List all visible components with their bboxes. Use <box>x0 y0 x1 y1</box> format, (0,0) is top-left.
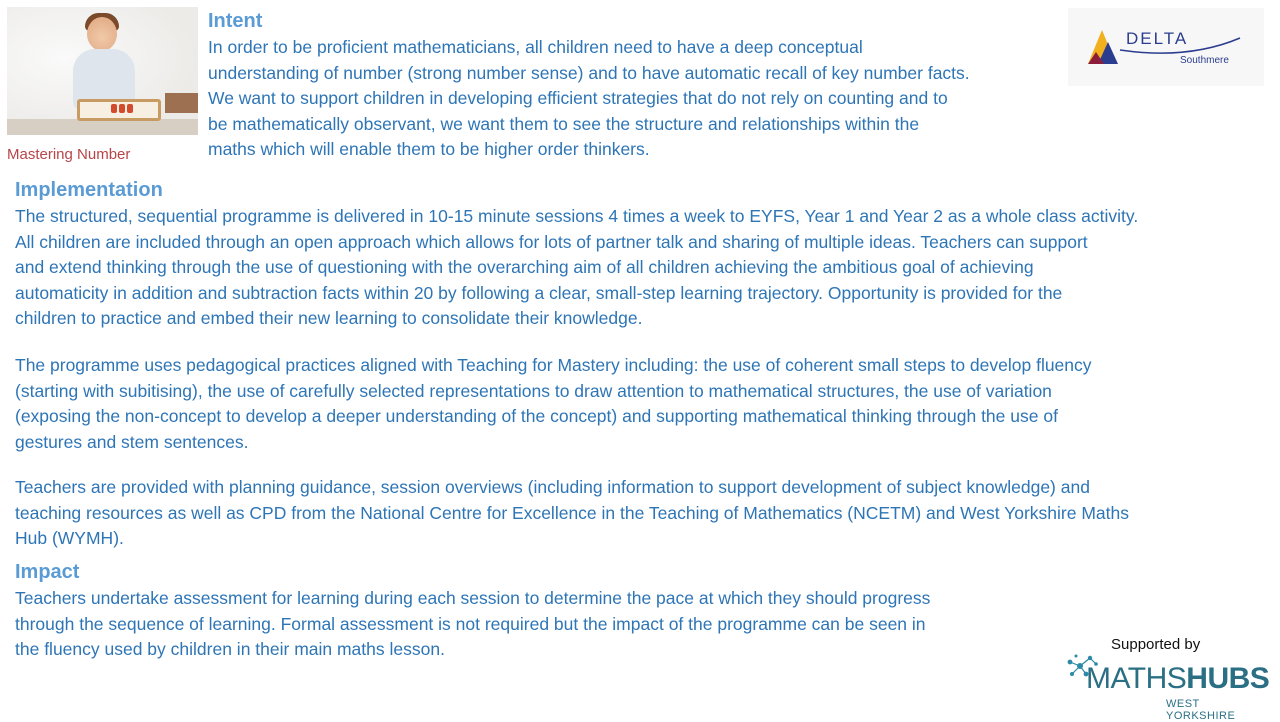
implementation-line: (exposing the non-concept to develop a deeper understanding of the concept) and supporting mathematical thinking through the use of <box>15 406 1058 427</box>
photo-caption: Mastering Number <box>7 146 131 163</box>
mathshubs-wordmark <box>1086 662 1269 696</box>
intent-line: In order to be proficient mathematicians, all children need to have a deep conceptual <box>208 37 863 57</box>
implementation-line: The programme uses pedagogical practices aligned with Teaching for Mastery including: the use of coherent small steps to develop fluency <box>15 355 1092 375</box>
impact-line: the fluency used by children in their main maths lesson. <box>15 639 445 660</box>
implementation-paragraph-1 <box>15 204 1270 332</box>
impact-paragraph <box>15 586 1055 663</box>
implementation-line: and extend thinking through the use of questioning with the overarching aim of all children achieving the ambitious goal of achieving <box>15 257 1034 278</box>
delta-logo <box>1068 8 1264 86</box>
implementation-line: Teachers are provided with planning guidance, session overviews (including information to support development of subject knowledge) and <box>15 477 1090 497</box>
mathshubs-region: WEST YORKSHIRE <box>1166 698 1236 722</box>
implementation-line: teaching resources as well as CPD from the National Centre for Excellence in the Teaching of Mathematics (NCETM) and West Yorkshire Maths <box>15 502 1130 523</box>
implementation-line: gestures and stem sentences. <box>15 431 249 452</box>
implementation-paragraph-3 <box>15 475 1270 552</box>
implementation-heading: Implementation <box>15 179 163 201</box>
delta-logo-sub: Southmere <box>1180 55 1229 66</box>
intent-line: be mathematically observant, we want them to see the structure and relationships within the <box>208 113 920 134</box>
intent-heading: Intent <box>208 10 263 32</box>
intent-line: We want to support children in developing efficient strategies that do not rely on counting and to <box>208 88 948 109</box>
delta-logo-name: DELTA <box>1126 29 1189 48</box>
impact-heading: Impact <box>15 561 80 583</box>
implementation-line: automaticity in addition and subtraction facts within 20 by following a clear, small-step learning trajectory. Opportunity is provided for the <box>15 282 1063 303</box>
implementation-paragraph-2 <box>15 353 1270 455</box>
intent-paragraph <box>208 35 1078 163</box>
intent-line: maths which will enable them to be higher order thinkers. <box>208 139 650 160</box>
supported-by-label: Supported by <box>1111 636 1201 653</box>
implementation-line: All children are included through an open approach which allows for lots of partner talk and sharing of multiple ideas. Teachers can support <box>15 231 1088 252</box>
implementation-line: children to practice and embed their new learning to consolidate their knowledge. <box>15 308 643 329</box>
impact-line: Teachers undertake assessment for learning during each session to determine the pace at which they should progress <box>15 588 931 608</box>
mathshubs-wordmark-b: HUBS <box>1186 662 1270 695</box>
implementation-line: The structured, sequential programme is delivered in 10-15 minute sessions 4 times a week to EYFS, Year 1 and Year 2 as a whole class activity. <box>15 206 1139 226</box>
mathshubs-logo <box>1062 648 1272 722</box>
child-abacus-photo <box>7 7 198 135</box>
implementation-line: Hub (WYMH). <box>15 528 124 549</box>
intent-line: understanding of number (strong number sense) and to have automatic recall of key number facts. <box>208 62 970 83</box>
mathshubs-wordmark-a: MATHS <box>1086 662 1187 695</box>
implementation-line: (starting with subitising), the use of carefully selected representations to draw attention to mathematical structures, the use of variation <box>15 380 1052 401</box>
impact-line: through the sequence of learning. Formal assessment is not required but the impact of the programme can be seen in <box>15 613 926 634</box>
